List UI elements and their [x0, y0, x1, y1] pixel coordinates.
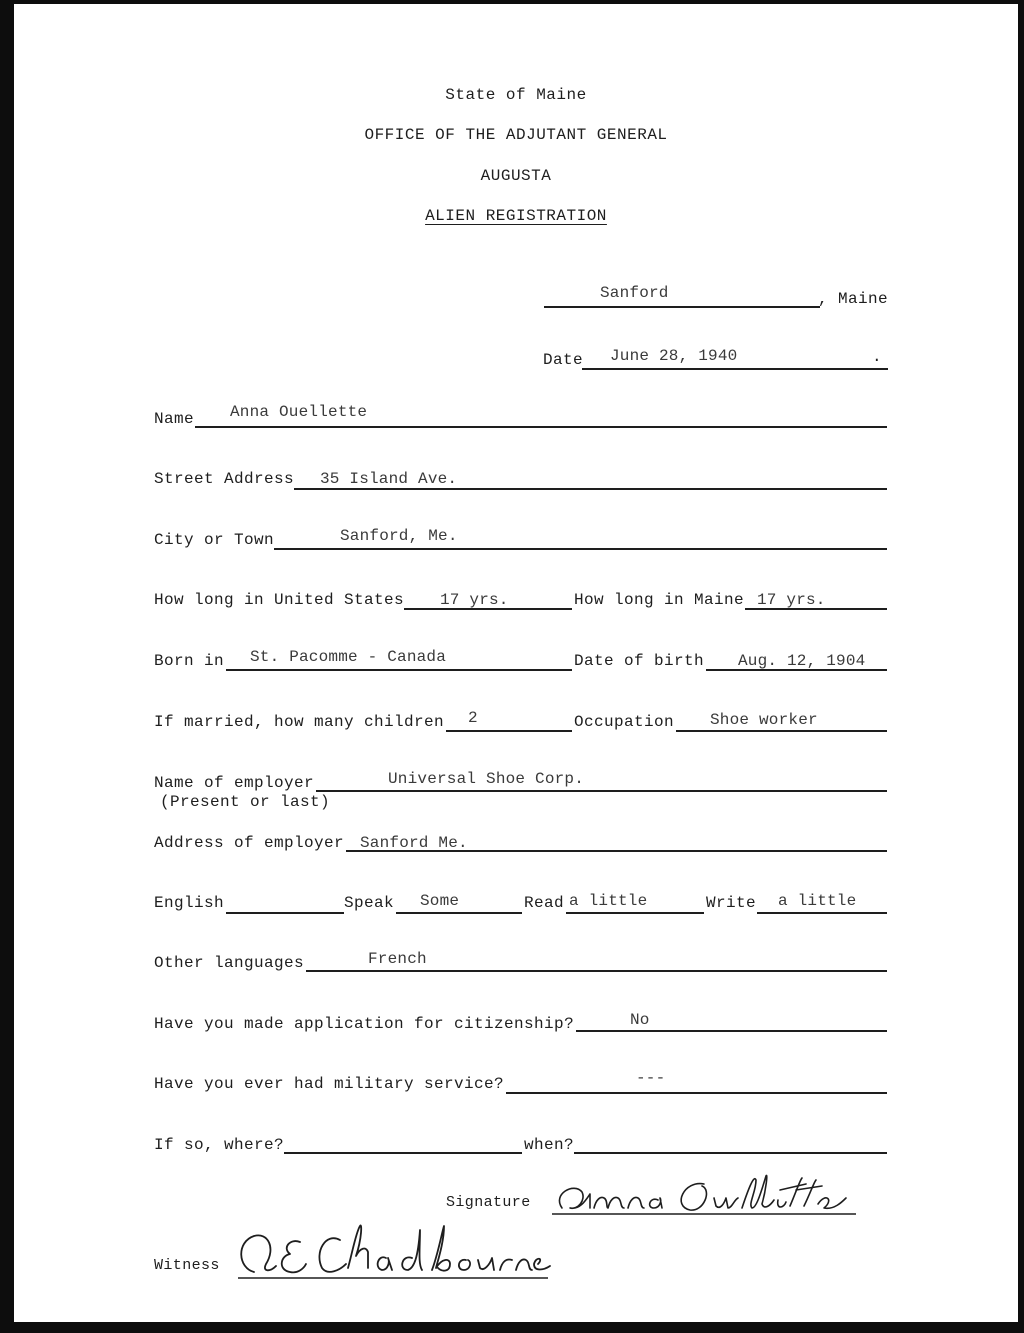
city-value: Sanford, Me.	[340, 527, 458, 545]
military-line	[506, 1092, 887, 1094]
where-label: If so, where?	[154, 1136, 285, 1154]
employer-address-label: Address of employer	[154, 834, 345, 852]
dob-label: Date of birth	[574, 652, 705, 670]
read-label: Read	[524, 894, 565, 912]
us-duration-label: How long in United States	[154, 591, 405, 609]
read-line	[566, 912, 704, 914]
when-label: when?	[524, 1136, 575, 1154]
name-value: Anna Ouellette	[230, 403, 368, 421]
children-label: If married, how many children	[154, 713, 445, 731]
registration-form-page	[14, 4, 1018, 1322]
us-duration-line	[404, 608, 572, 610]
witness-label: Witness	[154, 1257, 220, 1274]
street-label: Street Address	[154, 470, 295, 488]
employer-address-value: Sanford Me.	[360, 834, 468, 852]
occupation-label: Occupation	[574, 713, 675, 731]
occupation-value: Shoe worker	[710, 711, 818, 729]
other-languages-label: Other languages	[154, 954, 305, 972]
signature-label: Signature	[446, 1194, 531, 1211]
street-line	[294, 488, 887, 490]
where-line	[284, 1152, 522, 1154]
date-label: Date	[543, 351, 584, 369]
born-in-label: Born in	[154, 652, 225, 670]
read-value: a little	[569, 892, 648, 910]
citizenship-value: No	[630, 1011, 650, 1029]
employer-value: Universal Shoe Corp.	[388, 770, 585, 788]
town-line	[544, 306, 820, 308]
children-line	[446, 730, 572, 732]
dob-value: Aug. 12, 1904	[738, 652, 866, 670]
employer-address-line	[346, 850, 887, 852]
date-line	[582, 368, 888, 370]
born-in-value: St. Pacomme - Canada	[250, 648, 447, 666]
children-value: 2	[468, 709, 478, 727]
state-heading: State of Maine	[445, 86, 587, 104]
citizenship-line	[576, 1030, 887, 1032]
write-value: a little	[778, 892, 857, 910]
military-value: ---	[636, 1069, 666, 1087]
state-suffix: , Maine	[818, 290, 889, 308]
form-title: ALIEN REGISTRATION	[425, 207, 607, 225]
write-label: Write	[706, 894, 757, 912]
maine-duration-label: How long in Maine	[574, 591, 745, 609]
military-label: Have you ever had military service?	[154, 1075, 505, 1093]
speak-value: Some	[420, 892, 460, 910]
other-languages-line	[306, 970, 887, 972]
speak-label: Speak	[344, 894, 395, 912]
employer-line	[316, 790, 887, 792]
citizenship-label: Have you made application for citizenship?	[154, 1015, 575, 1033]
city-line	[274, 548, 887, 550]
applicant-signature	[534, 1170, 864, 1220]
other-languages-value: French	[368, 950, 427, 968]
us-duration-value: 17 yrs.	[440, 591, 509, 609]
street-value: 35 Island Ave.	[320, 470, 458, 488]
when-line	[574, 1152, 887, 1154]
maine-duration-line	[745, 608, 887, 610]
city-label: City or Town	[154, 531, 275, 549]
employer-label: Name of employer	[154, 774, 315, 792]
city-heading: AUGUSTA	[480, 167, 552, 185]
dob-line	[706, 669, 887, 671]
date-value: June 28, 1940	[610, 347, 738, 365]
date-period: .	[872, 348, 883, 366]
speak-line	[396, 912, 522, 914]
born-in-line	[226, 669, 572, 671]
occupation-line	[676, 730, 887, 732]
name-line	[195, 426, 887, 428]
office-heading: OFFICE OF THE ADJUTANT GENERAL	[364, 126, 668, 144]
witness-signature	[228, 1218, 558, 1284]
maine-duration-value: 17 yrs.	[757, 591, 826, 609]
english-label: English	[154, 894, 225, 912]
english-line	[226, 912, 344, 914]
write-line	[757, 912, 887, 914]
name-label: Name	[154, 410, 195, 428]
town-value: Sanford	[600, 284, 669, 302]
employer-sublabel: (Present or last)	[160, 793, 331, 811]
